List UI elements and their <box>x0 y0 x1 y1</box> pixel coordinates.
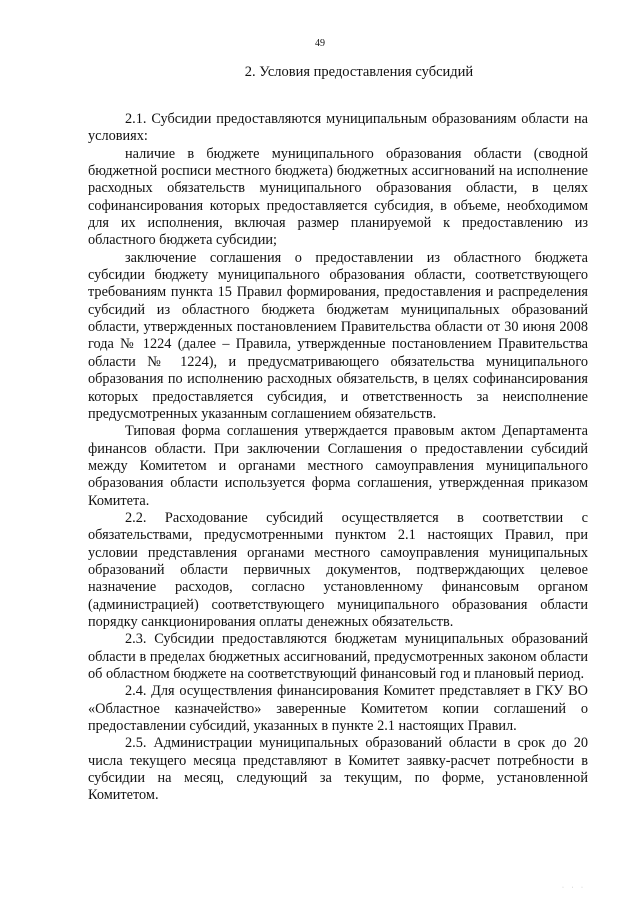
paragraph-2-2: 2.2. Расходование субсидий осуществляется в соответствии с обязательствами, предусмотренными пунктом 2.1 настоящих Правил, при условии представления органами местного самоуправления муниципальных образований области первичных документов, подтверждающих целевое назначение расходов, согласно установленному финансовым органом (администрацией) соответствующего муниципального образования области порядку санкционирования оплаты денежных обязательств. <box>88 509 588 630</box>
paragraph-agreement-form: Типовая форма соглашения утверждается правовым актом Департамента финансов области. При заключении Соглашения о предоставлении субсидий между Комитетом и органами местного самоуправления муниципального образования области используется форма соглашения, утвержденная приказом Комитета. <box>88 423 588 509</box>
paragraph-condition-agreement: заключение соглашения о предоставлении из областного бюджета субсидии бюджету муниципального образования области, соответствующего требованиям пункта 15 Правил формирования, предоставления и распределения субсидий из областного бюджета бюджетам муниципальных образований области, утвержденных постановлением Правительства области от 30 июня 2008 года № 1224 (далее – Правила, утвержденные постановлением Правительства области № 1224), и предусматривающего обязательства муниципального образования по исполнению расходных обязательств, в целях софинансирования которых предоставляется субсидия, и ответственность за неисполнение предусмотренных указанным соглашением обязательств. <box>88 249 588 422</box>
scan-corner-mark: · · · <box>562 885 586 891</box>
section-heading: 2. Условия предоставления субсидий <box>244 64 474 80</box>
page-number: 49 <box>315 38 325 49</box>
paragraph-2-3: 2.3. Субсидии предоставляются бюджетам муниципальных образований области в пределах бюджетных ассигнований, предусмотренных законом области об областном бюджете на соответствующий финансовый год и плановый период. <box>88 631 588 682</box>
paragraph-2-1-intro: 2.1. Субсидии предоставляются муниципальным образованиям области на условиях: <box>88 111 588 145</box>
paragraph-condition-budget: наличие в бюджете муниципального образования области (сводной бюджетной росписи местного бюджета) бюджетных ассигнований на исполнение расходных обязательств муниципального образования области, в целях софинансирования которых предоставляется субсидия, в объеме, необходимом для их исполнения, включая размер планируемой к предоставлению из областного бюджета субсидии; <box>88 145 588 249</box>
document-body <box>88 111 588 805</box>
paragraph-2-5: 2.5. Администрации муниципальных образований области в срок до 20 числа текущего месяца представляют в Комитет заявку-расчет потребности в субсидии на месяц, следующий за текущим, по форме, установленной Комитетом. <box>88 735 588 804</box>
paragraph-2-4: 2.4. Для осуществления финансирования Комитет представляет в ГКУ ВО «Областное казначейство» заверенные Комитетом копии соглашений о предоставлении субсидий, указанных в пункте 2.1 настоящих Правил. <box>88 683 588 735</box>
